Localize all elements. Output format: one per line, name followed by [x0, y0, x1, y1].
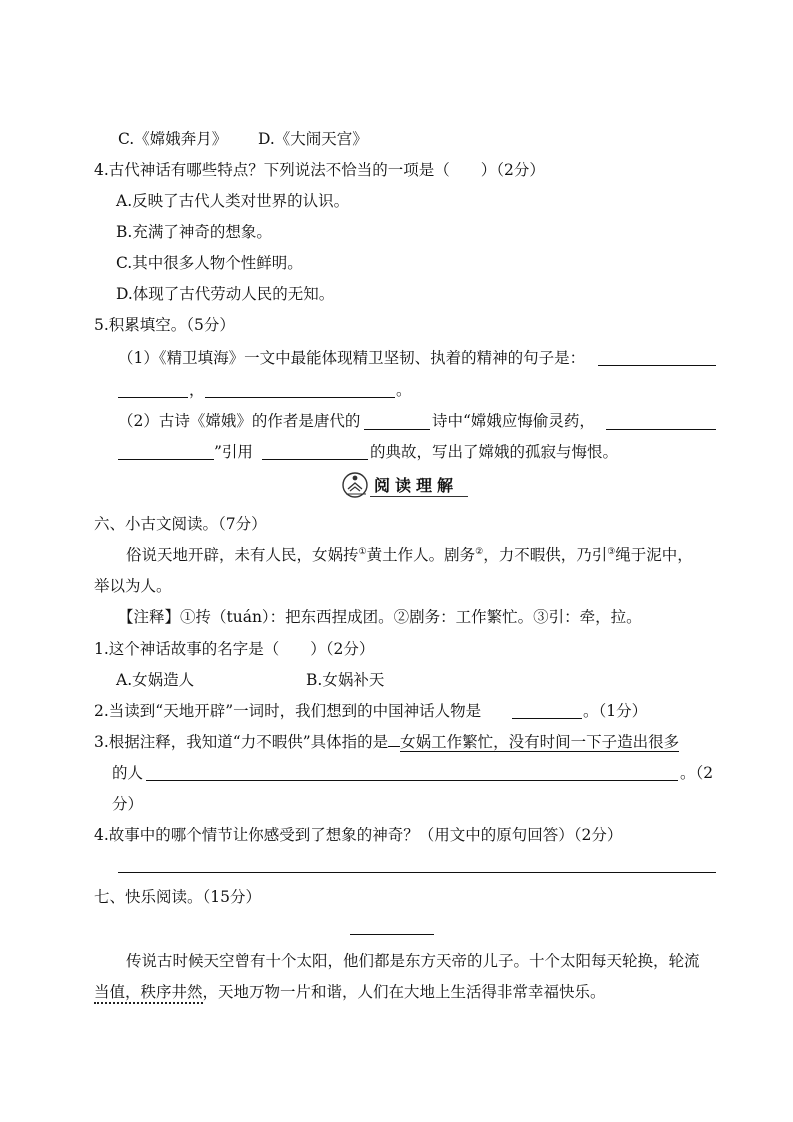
- section7-dotted-phrase: 当值，秩序井然: [94, 983, 203, 1004]
- section6-q3: [94, 731, 679, 753]
- q5-stem: 5.积累填空。（5分）: [94, 316, 235, 334]
- q5-blank-6[interactable]: [118, 459, 214, 460]
- section7-paragraph-line2: [94, 981, 606, 1003]
- section7-heading: 七、快乐阅读。（15分）: [94, 888, 261, 906]
- q3-option-c: C.《嫦娥奔月》: [118, 130, 228, 148]
- q5-part1-comma: ，: [189, 381, 205, 399]
- banner-underline: [370, 496, 468, 497]
- section7-line2-rest: ，天地万物一片和谐，人们在大地上生活得非常幸福快乐。: [202, 983, 606, 1001]
- q5-part2-c: ”引用: [214, 443, 253, 461]
- section6-q2: 2.当读到“天地开辟”一词时，我们想到的中国神话人物是: [94, 702, 482, 720]
- banner-title: 阅读理解: [374, 476, 459, 495]
- section6-q4-answer-line[interactable]: [118, 872, 716, 873]
- q5-part1-end: 。: [396, 381, 412, 399]
- q5-blank-5[interactable]: [606, 429, 716, 430]
- q5-part2-d: 的典故，写出了嫦娥的孤寂与悔恨。: [370, 443, 619, 461]
- note-ref-2: ②: [475, 546, 484, 557]
- reading-comprehension-banner: [342, 470, 470, 500]
- reading-icon: [342, 470, 370, 500]
- section6-heading: 六、小古文阅读。（7分）: [94, 515, 267, 533]
- q4-option-d: D.体现了古代劳动人民的无知。: [116, 285, 335, 303]
- section6-passage-line1: [126, 544, 693, 566]
- section6-q1-option-b: B.女娲补天: [306, 671, 385, 689]
- section6-q1: 1.这个神话故事的名字是（ ）（2分）: [94, 640, 375, 658]
- section7-paragraph-line1: 传说古时候天空曾有十个太阳，他们都是东方天帝的儿子。十个太阳每天轮换，轮流: [126, 952, 700, 970]
- note-ref-1: ①: [358, 546, 367, 557]
- section6-q2-end: 。（1分）: [583, 702, 648, 720]
- section6-q3-blank[interactable]: [146, 780, 678, 781]
- section6-q3-filled-answer: 女娲工作繁忙，没有时间一下子造出很多: [400, 733, 680, 751]
- q3-option-d: D.《大闹天宫》: [258, 130, 368, 148]
- q5-part1-text: （1）《精卫填海》一文中最能体现精卫坚韧、执着的精神的句子是：: [118, 349, 586, 367]
- q4-stem: 4.古代神话有哪些特点？下列说法不恰当的一项是（ ）（2分）: [94, 161, 545, 179]
- section6-q3-fill-gap: [388, 731, 400, 747]
- section6-q3-text: 3.根据注释，我知道“力不暇供”具体指的是: [94, 733, 389, 751]
- passage-part-c: ，力不暇供，乃引: [483, 546, 608, 564]
- section6-q3-points: 分）: [112, 795, 144, 813]
- q5-blank-2[interactable]: [118, 397, 188, 398]
- q5-blank-3[interactable]: [205, 397, 395, 398]
- q5-blank-1[interactable]: [598, 365, 716, 366]
- q5-blank-7[interactable]: [262, 459, 368, 460]
- section6-q3-cont: 的人: [112, 764, 144, 782]
- passage-part-a: 俗说天地开辟，未有人民，女娲抟: [126, 546, 359, 564]
- q5-blank-4[interactable]: [364, 429, 430, 430]
- q5-part2-a: （2）古诗《嫦娥》的作者是唐代的: [118, 412, 361, 430]
- q4-option-a: A.反映了古代人类对世界的认识。: [116, 192, 350, 210]
- section6-notes: 【注释】①抟（tuán）：把东西捏成团。②剧务：工作繁忙。③引：牵，拉。: [118, 608, 642, 626]
- passage-part-d: 绳于泥中，: [615, 546, 693, 564]
- section6-q3-end: 。（2: [680, 764, 714, 782]
- section6-q1-option-a: A.女娲造人: [116, 671, 195, 689]
- q4-option-b: B.充满了神奇的想象。: [116, 223, 272, 241]
- q4-option-c: C.其中很多人物个性鲜明。: [116, 254, 303, 272]
- section6-q2-blank[interactable]: [512, 718, 582, 719]
- q5-part2-b: 诗中“嫦娥应悔偷灵药，: [432, 412, 595, 430]
- note-ref-3: ③: [607, 546, 616, 557]
- section7-title-blank[interactable]: [350, 934, 434, 935]
- passage-part-b: 黄土作人。剧务: [366, 546, 476, 564]
- section6-passage-line2: 举以为人。: [94, 577, 172, 595]
- section6-q4: 4.故事中的哪个情节让你感受到了想象的神奇？（用文中的原句回答）（2分）: [94, 826, 623, 844]
